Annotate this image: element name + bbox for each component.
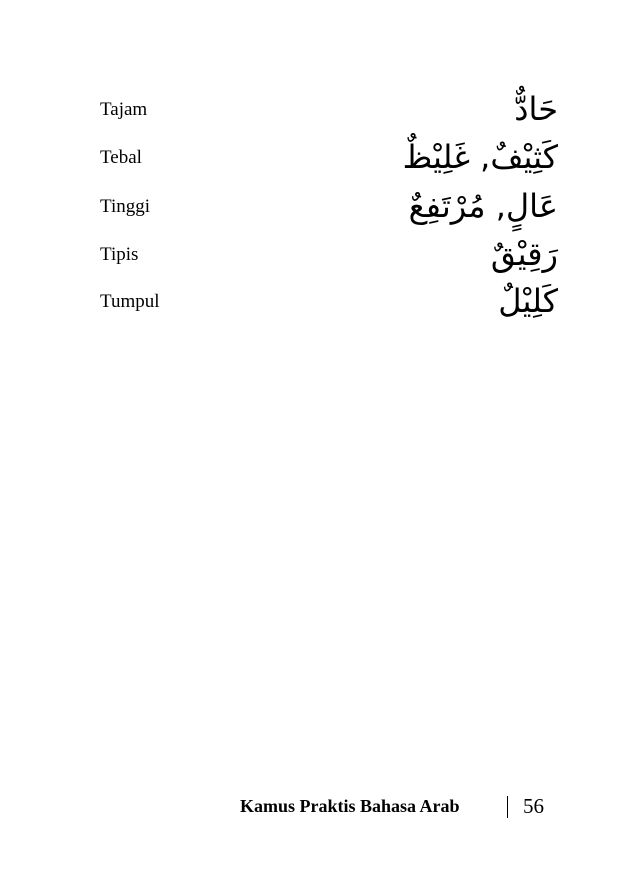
arabic-word: عَالٍ, مُرْتَفِعٌ (408, 187, 558, 225)
page-footer (240, 792, 560, 822)
arabic-word: حَادٌّ (514, 90, 558, 128)
indonesian-word: Tumpul (100, 291, 160, 312)
indonesian-word: Tajam (100, 99, 148, 120)
book-title: Kamus Praktis Bahasa Arab (240, 796, 460, 816)
arabic-word: كَلِيْلٌ (498, 282, 558, 320)
arabic-word: رَقِيْقٌ (490, 235, 558, 273)
entry-tumpul (0, 282, 638, 336)
arabic-word: كَثِيْفٌ, غَلِيْظٌ (402, 138, 558, 176)
footer-divider (507, 796, 508, 818)
indonesian-word: Tinggi (100, 196, 150, 217)
indonesian-word: Tebal (100, 147, 142, 168)
page-number: 56 (523, 794, 544, 818)
indonesian-word: Tipis (100, 244, 139, 265)
